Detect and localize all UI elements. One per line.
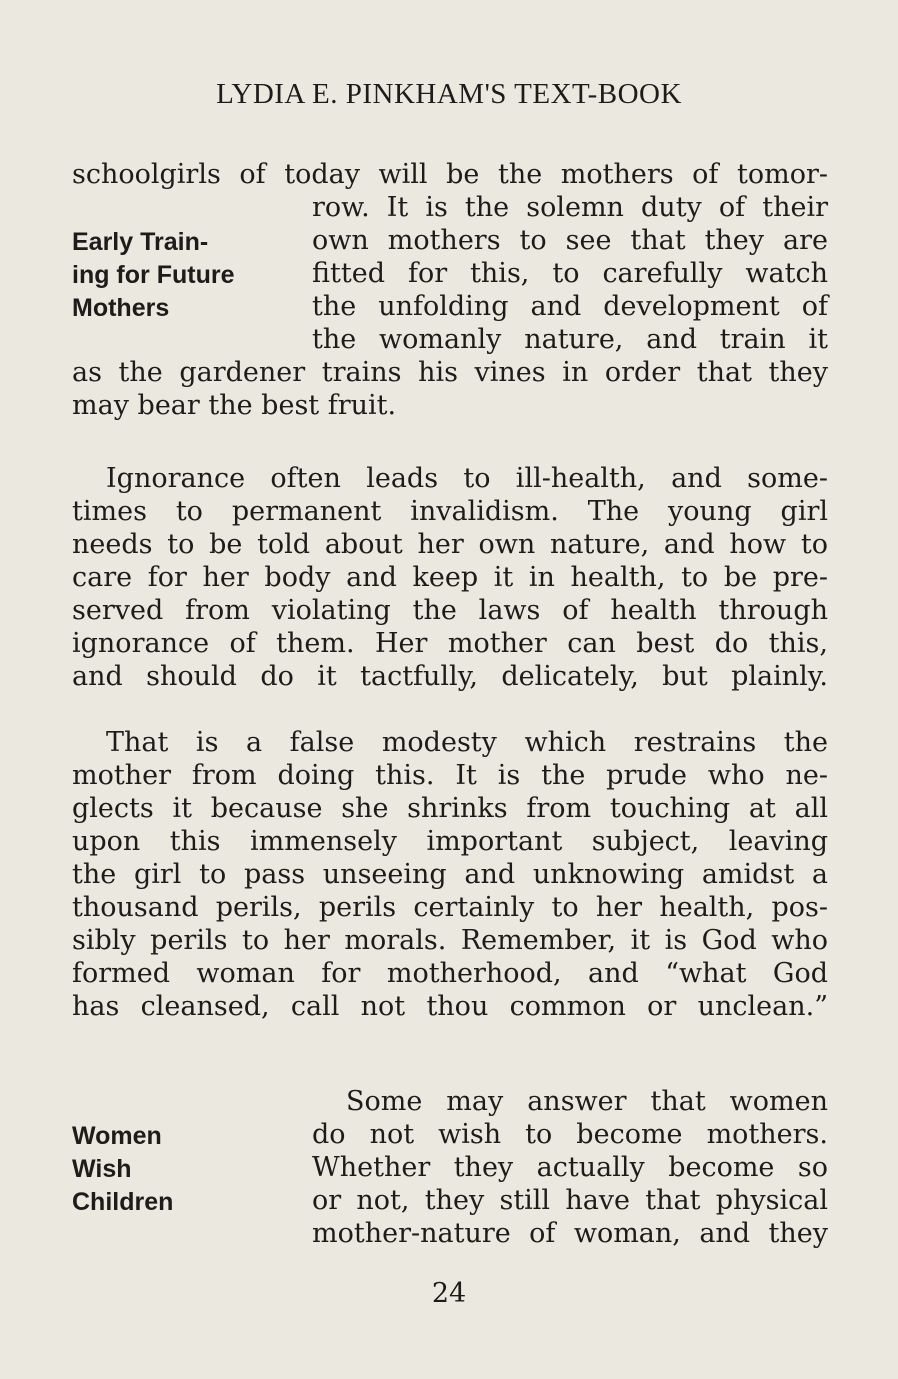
para2-line-5: served from violating the laws of health through [72,595,828,626]
para4-line-3: Whether they actually become so [312,1152,828,1183]
para4-line-4: or not, they still have that physical [312,1185,828,1216]
sidenote-women-wish-3: Children [72,1188,174,1216]
para2-line-2: times to permanent invalidism. The young girl [72,496,828,527]
sidenote-early-training-2: ing for Future [72,261,235,289]
para3-line-7: sibly perils to her morals. Remember, it is God who [72,925,828,956]
para3-line-8: formed woman for motherhood, and “what God [72,958,828,989]
para3-line-3: glects it because she shrinks from touching at all [72,793,828,824]
para4-line-2: do not wish to become mothers. [312,1119,828,1150]
para4-line-5: mother-nature of woman, and they [312,1218,828,1249]
sidenote-early-training-1: Early Train- [72,228,209,256]
para1-line-1: schoolgirls of today will be the mothers of tomor- [72,159,828,190]
para1-line-5: the unfolding and development of [312,291,828,322]
para3-line-5: the girl to pass unseeing and unknowing amidst a [72,859,828,890]
sidenote-women-wish-1: Women [72,1122,162,1150]
para1-line-4: fitted for this, to carefully watch [312,258,828,289]
para3-line-4: upon this immensely important subject, leaving [72,826,828,857]
para1-line-3: own mothers to see that they are [312,225,828,256]
page-number: 24 [431,1278,467,1309]
running-header: LYDIA E. PINKHAM'S TEXT-BOOK [216,78,682,110]
para1-line-8: may bear the best fruit. [72,390,397,421]
para1-line-2: row. It is the solemn duty of their [312,192,828,223]
para3-line-2: mother from doing this. It is the prude who ne- [72,760,828,791]
para2-line-3: needs to be told about her own nature, and how to [72,529,828,560]
para3-line-6: thousand perils, perils certainly to her health, pos- [72,892,828,923]
sidenote-early-training-3: Mothers [72,294,170,322]
para1-line-7: as the gardener trains his vines in order that they [72,357,828,388]
para3-line-9: has cleansed, call not thou common or unclean.” [72,991,828,1022]
para3-line-1: That is a false modesty which restrains the [106,727,828,758]
para2-line-7: and should do it tactfully, delicately, but plainly. [72,661,828,692]
para2-line-4: care for her body and keep it in health, to be pre- [72,562,828,593]
para4-line-1: Some may answer that women [346,1086,828,1117]
para1-line-6: the womanly nature, and train it [312,324,828,355]
para2-line-1: Ignorance often leads to ill-health, and some- [106,463,828,494]
sidenote-women-wish-2: Wish [72,1155,132,1183]
para2-line-6: ignorance of them. Her mother can best do this, [72,628,828,659]
